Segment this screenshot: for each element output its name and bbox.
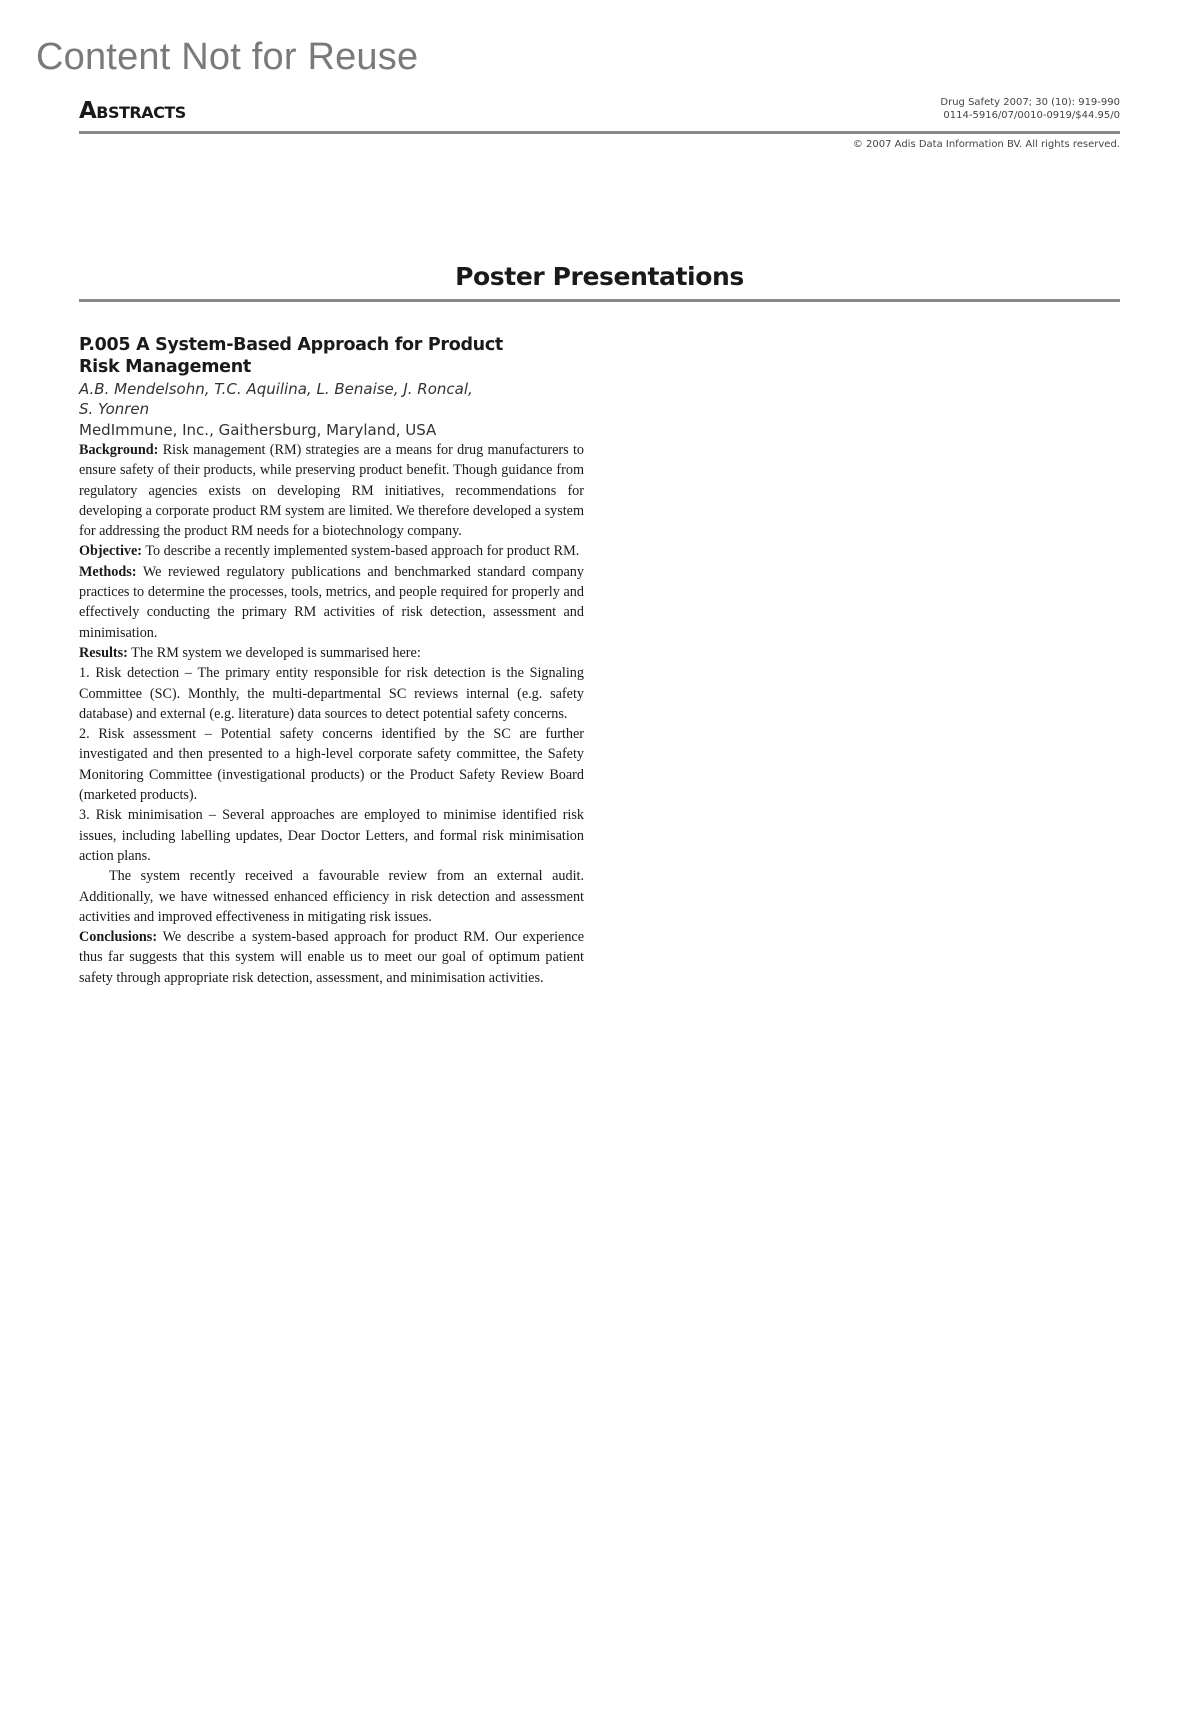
abstract-title: [79, 334, 584, 378]
background-text: Risk management (RM) strategies are a means for drug manufacturers to ensure safety of their products, while preserving product benefit. Though guidance from regulatory agencies exists on developing RM initiatives, recommendations for developing a corporate product RM system are limited. We therefore developed a system for addressing the product RM needs for a biotechnology company.: [79, 442, 584, 540]
section-label: Abstracts: [79, 98, 186, 124]
conclusions-label: Conclusions:: [79, 929, 158, 946]
objective-label: Objective:: [79, 543, 143, 560]
title-divider: [79, 299, 1120, 302]
page-title: Poster Presentations: [455, 262, 744, 291]
methods-text: We reviewed regulatory publications and benchmarked standard company practices to determine the processes, tools, metrics, and people required for properly and effectively conducting the primary RM activities of risk detection, assessment and minimisation.: [79, 563, 584, 641]
conclusions-text: We describe a system-based approach for product RM. Our experience thus far suggests that this system will enable us to meet our goal of optimum patient safety through appropriate risk detection, assessment, and minimisation activities.: [79, 929, 585, 986]
journal-citation: [940, 96, 1120, 122]
result-item: 3. Risk minimisation – Several approaches are employed to minimise identified risk issues, including labelling updates, Dear Doctor Letters, and formal risk minimisation action plans.: [79, 807, 584, 864]
header-divider: [79, 131, 1120, 134]
results-paragraph: [79, 643, 584, 663]
result-item: 2. Risk assessment – Potential safety concerns identified by the SC are further investigated and then presented to a high-level corporate safety committee, the Safety Monitoring Committee (investigational products) or the Product Safety Review Board (marketed products).: [79, 726, 584, 804]
abstract-title-line: P.005 A System-Based Approach for Product: [79, 335, 503, 355]
methods-paragraph: [79, 562, 584, 643]
abstract-title-line: Risk Management: [79, 357, 251, 377]
results-label: Results:: [79, 644, 128, 661]
watermark-text: Content Not for Reuse: [36, 36, 419, 78]
abstract-block: [79, 334, 584, 988]
results-text: The RM system we developed is summarised here:: [131, 644, 421, 661]
background-paragraph: [79, 440, 584, 541]
objective-text: To describe a recently implemented system-based approach for product RM.: [145, 543, 580, 560]
results-closing-paragraph: The system recently received a favourable review from an external audit. Additionally, we have witnessed enhanced efficiency in risk detection and assessment activities and improved effectiveness in mitigating risk issues.: [79, 868, 584, 925]
objective-paragraph: [79, 541, 584, 561]
conclusions-paragraph: [79, 927, 584, 988]
copyright-notice: © 2007 Adis Data Information BV. All rights reserved.: [852, 139, 1120, 150]
journal-issn-line: 0114-5916/07/0010-0919/$44.95/0: [943, 110, 1120, 121]
authors-line: S. Yonren: [79, 400, 150, 418]
methods-label: Methods:: [79, 563, 137, 580]
abstract-authors: [79, 379, 584, 419]
journal-citation-line: Drug Safety 2007; 30 (10): 919-990: [940, 97, 1120, 108]
result-item: 1. Risk detection – The primary entity responsible for risk detection is the Signaling Committee (SC). Monthly, the multi-departmental SC reviews internal (e.g. safety database) and external (e.g. literature) data sources to detect potential safety concerns.: [79, 665, 584, 722]
authors-line: A.B. Mendelsohn, T.C. Aquilina, L. Benaise, J. Roncal,: [79, 380, 473, 398]
abstract-affiliation: MedImmune, Inc., Gaithersburg, Maryland, USA: [79, 421, 437, 439]
background-label: Background:: [79, 442, 159, 458]
